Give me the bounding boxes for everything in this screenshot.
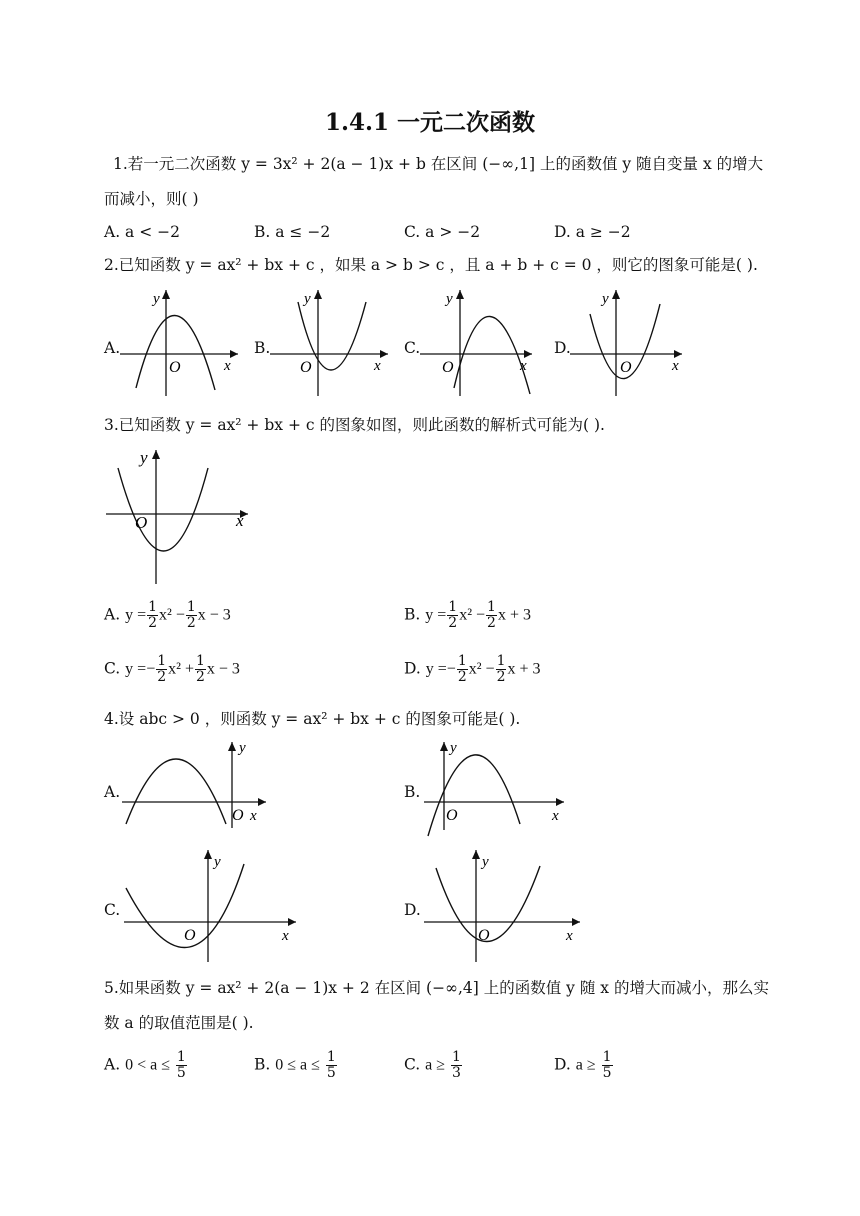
q3-option-b-frac1 [447,600,458,631]
q3-graph [104,444,254,586]
q4c-origin-label: O [184,927,196,944]
q1-option-b[interactable]: B. a ≤ −2 [254,223,331,241]
q2c-origin-label: O [442,359,454,376]
q2-graph-b [270,288,395,398]
q5-option-d[interactable] [554,1050,614,1081]
q4-graph-a [122,740,272,830]
q4c-x-label: x [282,928,289,944]
q3-option-b-n1: 1 [448,599,458,615]
q3-option-b[interactable] [404,600,531,631]
q3-option-b-label: B. [404,605,421,624]
q2-graph-a [120,288,245,398]
q3-option-a-n2: 1 [186,599,196,615]
q2-option-b-label[interactable]: B. [254,339,271,357]
q5-option-c-den: 3 [452,1065,461,1081]
q3-option-d-label: D. [404,659,421,678]
q4-option-c-label[interactable]: C. [104,901,121,919]
q2d-origin-label: O [620,359,632,376]
q3-option-b-post: x + 3 [497,606,531,624]
q5-option-d-den: 5 [602,1065,612,1081]
q1-option-a[interactable]: A. a < −2 [104,223,180,241]
q3-option-b-frac2 [486,600,497,631]
q3-option-a-mid: x² − [159,606,185,624]
q3-option-d-mid: x² − [468,660,495,678]
q2d-x-label: x [672,358,679,374]
q4-graph-b [424,740,574,830]
q3-option-d-frac1 [457,654,468,685]
q2-option-a-label[interactable]: A. [104,339,121,357]
q3-option-a-n1: 1 [148,599,158,615]
q5-option-b-den: 5 [326,1065,336,1081]
q3-option-a-label: A. [104,605,121,624]
q2b-y-label: y [304,291,311,307]
q4a-y-label: y [239,740,246,756]
q2-stem: 2.已知函数 y = ax² + bx + c ，如果 a > b > c ，且 a + b + c = 0 ，则它的图象可能是( ). [104,256,758,274]
q3-option-b-d1: 2 [448,615,458,631]
q4a-origin-label: O [232,807,244,824]
q3-option-c[interactable] [104,654,240,685]
q5-option-b-num: 1 [326,1049,336,1065]
q3-option-d-d1: 2 [457,669,467,685]
q5-option-b-pre: 0 ≤ a ≤ [275,1056,320,1074]
q4a-x-label: x [250,808,257,824]
q2-graph-c [420,288,545,398]
q5-option-b-label: B. [254,1055,271,1074]
q5-option-c-frac [451,1050,462,1081]
q3-option-a-d2: 2 [186,615,196,631]
q4-option-a-label[interactable]: A. [104,783,121,801]
q2a-y-label: y [153,291,160,307]
q1-stem-line1: 1.若一元二次函数 y = 3x² + 2(a − 1)x + b 在区间 (−∞,1] 上的函数值 y 随自变量 x 的增大 [113,155,764,173]
q3-option-a-frac1 [147,600,158,631]
q5-option-a-pre: 0 < a ≤ [125,1056,170,1074]
q3-option-a-frac2 [186,600,197,631]
q4d-x-label: x [566,928,573,944]
q2-graph-d [570,288,695,398]
q3-x-label: x [236,511,244,530]
q3-option-a-post: x − 3 [197,606,231,624]
page-title: 1.4.1 一元二次函数 [324,109,536,136]
q5-stem-line2: 数 a 的取值范围是( ). [104,1014,254,1032]
q3-option-a-d1: 2 [148,615,158,631]
q5-option-c[interactable] [404,1050,463,1081]
q4-stem: 4.设 abc > 0 ，则函数 y = ax² + bx + c 的图象可能是( ). [104,710,521,728]
q4b-origin-label: O [446,807,458,824]
q3-option-b-pre: y = [425,606,447,624]
q3-option-c-frac2 [195,654,206,685]
q2a-x-label: x [224,358,231,374]
q3-option-b-d2: 2 [487,615,496,631]
q3-stem: 3.已知函数 y = ax² + bx + c 的图象如图，则此函数的解析式可能为( ). [104,416,605,434]
q3-option-c-post: x − 3 [206,660,240,678]
q3-option-d-n1: 1 [457,653,467,669]
q3-option-a-pre: y = [125,606,147,624]
q5-option-a[interactable] [104,1050,188,1081]
q3-option-c-d2: 2 [195,669,205,685]
q5-option-c-pre: a ≥ [425,1056,446,1074]
q1-option-d[interactable]: D. a ≥ −2 [554,223,631,241]
q4d-origin-label: O [478,927,490,944]
q4-option-b-label[interactable]: B. [404,783,421,801]
q3-y-label: y [140,448,148,467]
q3-option-c-n2: 1 [195,653,205,669]
q5-option-d-num: 1 [602,1049,612,1065]
q4-graph-d [424,848,594,964]
q3-option-c-sign: − [146,660,156,678]
q3-option-c-pre: y = [125,660,147,678]
q5-option-a-den: 5 [176,1065,186,1081]
q3-option-d[interactable] [404,654,541,685]
q2-option-d-label[interactable]: D. [554,339,571,357]
q5-option-a-label: A. [104,1055,121,1074]
q4d-y-label: y [482,854,489,870]
q3-option-a[interactable] [104,600,231,631]
q3-option-d-pre: y = [425,660,447,678]
q3-option-b-n2: 1 [487,599,496,615]
q2b-origin-label: O [300,359,312,376]
q5-option-c-num: 1 [452,1049,461,1065]
q3-option-d-sign: − [446,660,456,678]
q3-option-b-mid: x² − [459,606,486,624]
q3-option-c-d1: 2 [157,669,167,685]
q3-option-c-frac1 [156,654,167,685]
q2d-y-label: y [602,291,609,307]
q4-graph-c [124,848,304,964]
q4b-y-label: y [450,740,457,756]
q3-option-d-n2: 1 [496,653,506,669]
q4-option-d-label[interactable]: D. [404,901,421,919]
q4b-x-label: x [552,808,559,824]
q3-origin-label: O [135,513,148,532]
q3-option-d-frac2 [496,654,507,685]
q1-option-c[interactable]: C. a > −2 [404,223,481,241]
q2c-x-label: x [520,358,527,374]
q3-option-c-mid: x² + [168,660,194,678]
q5-option-b[interactable] [254,1050,338,1081]
q2b-x-label: x [374,358,381,374]
q3-option-d-d2: 2 [496,669,506,685]
q4c-y-label: y [214,854,221,870]
q5-option-d-frac [602,1050,613,1081]
q3-option-d-post: x + 3 [507,660,541,678]
q5-option-a-num: 1 [176,1049,186,1065]
q3-option-c-label: C. [104,659,121,678]
q2c-y-label: y [446,291,453,307]
q5-option-b-frac [326,1050,337,1081]
q5-option-c-label: C. [404,1055,421,1074]
q2a-origin-label: O [169,359,181,376]
q5-option-d-label: D. [554,1055,571,1074]
q2-option-c-label[interactable]: C. [404,339,421,357]
q5-option-a-frac [176,1050,187,1081]
q1-stem-line2: 而减小，则( ) [104,190,199,208]
q5-stem-line1: 5.如果函数 y = ax² + 2(a − 1)x + 2 在区间 (−∞,4] 上的函数值 y 随 x 的增大而减小，那么实 [104,979,769,997]
q5-option-d-pre: a ≥ [575,1056,596,1074]
q3-option-c-n1: 1 [157,653,167,669]
